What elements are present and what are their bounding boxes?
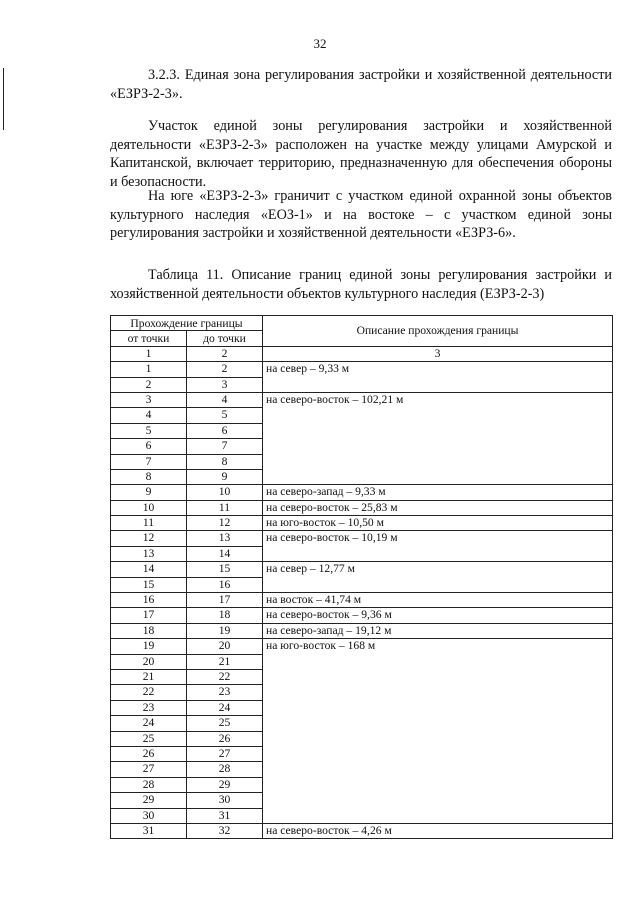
table-row: [111, 623, 613, 638]
from-point-cell: 22: [111, 685, 187, 700]
table-row: [111, 485, 613, 500]
to-point-cell: 13: [187, 531, 263, 546]
table-row: [111, 500, 613, 515]
from-point-cell: 10: [111, 500, 187, 515]
from-point-cell: 28: [111, 777, 187, 792]
from-point-cell: 4: [111, 408, 187, 423]
to-point-cell: 20: [187, 639, 263, 654]
description-cell: на восток – 41,74 м: [263, 593, 613, 608]
from-point-cell: 18: [111, 623, 187, 638]
to-point-cell: 14: [187, 546, 263, 561]
to-point-cell: 26: [187, 731, 263, 746]
table-row: [111, 516, 613, 531]
table-row: [111, 531, 613, 546]
from-point-cell: 27: [111, 762, 187, 777]
from-point-cell: 20: [111, 654, 187, 669]
to-point-cell: 15: [187, 562, 263, 577]
table-body: [111, 362, 613, 839]
from-point-cell: 19: [111, 639, 187, 654]
to-point-cell: 8: [187, 454, 263, 469]
from-point-cell: 3: [111, 392, 187, 407]
from-point-cell: 25: [111, 731, 187, 746]
paragraph-2: На юге «ЕЗРЗ-2-3» граничит с участком единой охранной зоны объектов культурного наследия «ЕОЗ-1» и на востоке – с участком единой зоны регулирования застройки и хозяйственной деятельности «ЕЗРЗ-6».: [110, 188, 612, 242]
description-cell: на северо-восток – 9,36 м: [263, 608, 613, 623]
from-point-cell: 5: [111, 423, 187, 438]
from-point-cell: 17: [111, 608, 187, 623]
from-point-cell: 7: [111, 454, 187, 469]
to-point-cell: 23: [187, 685, 263, 700]
description-cell: на северо-запад – 9,33 м: [263, 485, 613, 500]
table-row: [111, 362, 613, 377]
from-point-cell: 11: [111, 516, 187, 531]
to-point-cell: 6: [187, 423, 263, 438]
to-point-cell: 16: [187, 577, 263, 592]
from-point-cell: 24: [111, 716, 187, 731]
description-cell: на северо-восток – 4,26 м: [263, 823, 613, 838]
from-point-cell: 21: [111, 669, 187, 684]
to-point-cell: 22: [187, 669, 263, 684]
table-row: [111, 823, 613, 838]
column-number: 2: [187, 346, 263, 361]
to-point-cell: 19: [187, 623, 263, 638]
to-point-cell: 5: [187, 408, 263, 423]
column-number: 3: [263, 346, 613, 361]
to-point-cell: 7: [187, 439, 263, 454]
to-point-cell: 2: [187, 362, 263, 377]
description-cell: на северо-запад – 19,12 м: [263, 623, 613, 638]
description-cell: на северо-восток – 102,21 м: [263, 392, 613, 484]
from-point-cell: 30: [111, 808, 187, 823]
table-header-row: [111, 316, 613, 331]
from-point-cell: 13: [111, 546, 187, 561]
description-cell: на юго-восток – 10,50 м: [263, 516, 613, 531]
from-point-cell: 12: [111, 531, 187, 546]
to-point-cell: 24: [187, 700, 263, 715]
to-point-cell: 29: [187, 777, 263, 792]
from-point-cell: 15: [111, 577, 187, 592]
from-point-cell: 23: [111, 700, 187, 715]
to-point-cell: 31: [187, 808, 263, 823]
to-point-cell: 18: [187, 608, 263, 623]
column-number-row: [111, 346, 613, 361]
paragraph-1: Участок единой зоны регулирования застройки и хозяйственной деятельности «ЕЗРЗ-2-3» расположен на участке между улицами Амурской и Капитанской, включает территорию, предназначенную для обеспечения обороны и безопасности.: [110, 118, 612, 190]
table-row: [111, 392, 613, 407]
from-point-cell: 1: [111, 362, 187, 377]
from-point-cell: 14: [111, 562, 187, 577]
table-caption: Таблица 11. Описание границ единой зоны регулирования застройки и хозяйственной деятельности объектов культурного наследия (ЕЗРЗ-2-3): [110, 267, 612, 302]
to-point-cell: 4: [187, 392, 263, 407]
from-point-cell: 8: [111, 469, 187, 484]
to-point-cell: 3: [187, 377, 263, 392]
column-number: 1: [111, 346, 187, 361]
table-row: [111, 608, 613, 623]
header-to-point: до точки: [187, 331, 263, 346]
from-point-cell: 6: [111, 439, 187, 454]
to-point-cell: 10: [187, 485, 263, 500]
header-description: Описание прохождения границы: [263, 316, 613, 347]
description-cell: на северо-восток – 10,19 м: [263, 531, 613, 562]
page-number: 32: [313, 36, 327, 51]
to-point-cell: 11: [187, 500, 263, 515]
to-point-cell: 30: [187, 793, 263, 808]
from-point-cell: 26: [111, 746, 187, 761]
header-boundary-passage: Прохождение границы: [111, 316, 263, 331]
section-heading: 3.2.3. Единая зона регулирования застройки и хозяйственной деятельности «ЕЗРЗ-2-3».: [110, 67, 612, 102]
from-point-cell: 2: [111, 377, 187, 392]
description-cell: на север – 9,33 м: [263, 362, 613, 393]
to-point-cell: 17: [187, 593, 263, 608]
from-point-cell: 31: [111, 823, 187, 838]
table-row: [111, 639, 613, 654]
to-point-cell: 21: [187, 654, 263, 669]
to-point-cell: 9: [187, 469, 263, 484]
to-point-cell: 12: [187, 516, 263, 531]
to-point-cell: 28: [187, 762, 263, 777]
margin-line: [3, 68, 4, 130]
to-point-cell: 25: [187, 716, 263, 731]
table-row: [111, 562, 613, 577]
boundary-table: [110, 315, 613, 839]
from-point-cell: 9: [111, 485, 187, 500]
description-cell: на северо-восток – 25,83 м: [263, 500, 613, 515]
header-from-point: от точки: [111, 331, 187, 346]
from-point-cell: 16: [111, 593, 187, 608]
from-point-cell: 29: [111, 793, 187, 808]
description-cell: на юго-восток – 168 м: [263, 639, 613, 824]
description-cell: на север – 12,77 м: [263, 562, 613, 593]
to-point-cell: 27: [187, 746, 263, 761]
table-row: [111, 593, 613, 608]
to-point-cell: 32: [187, 823, 263, 838]
